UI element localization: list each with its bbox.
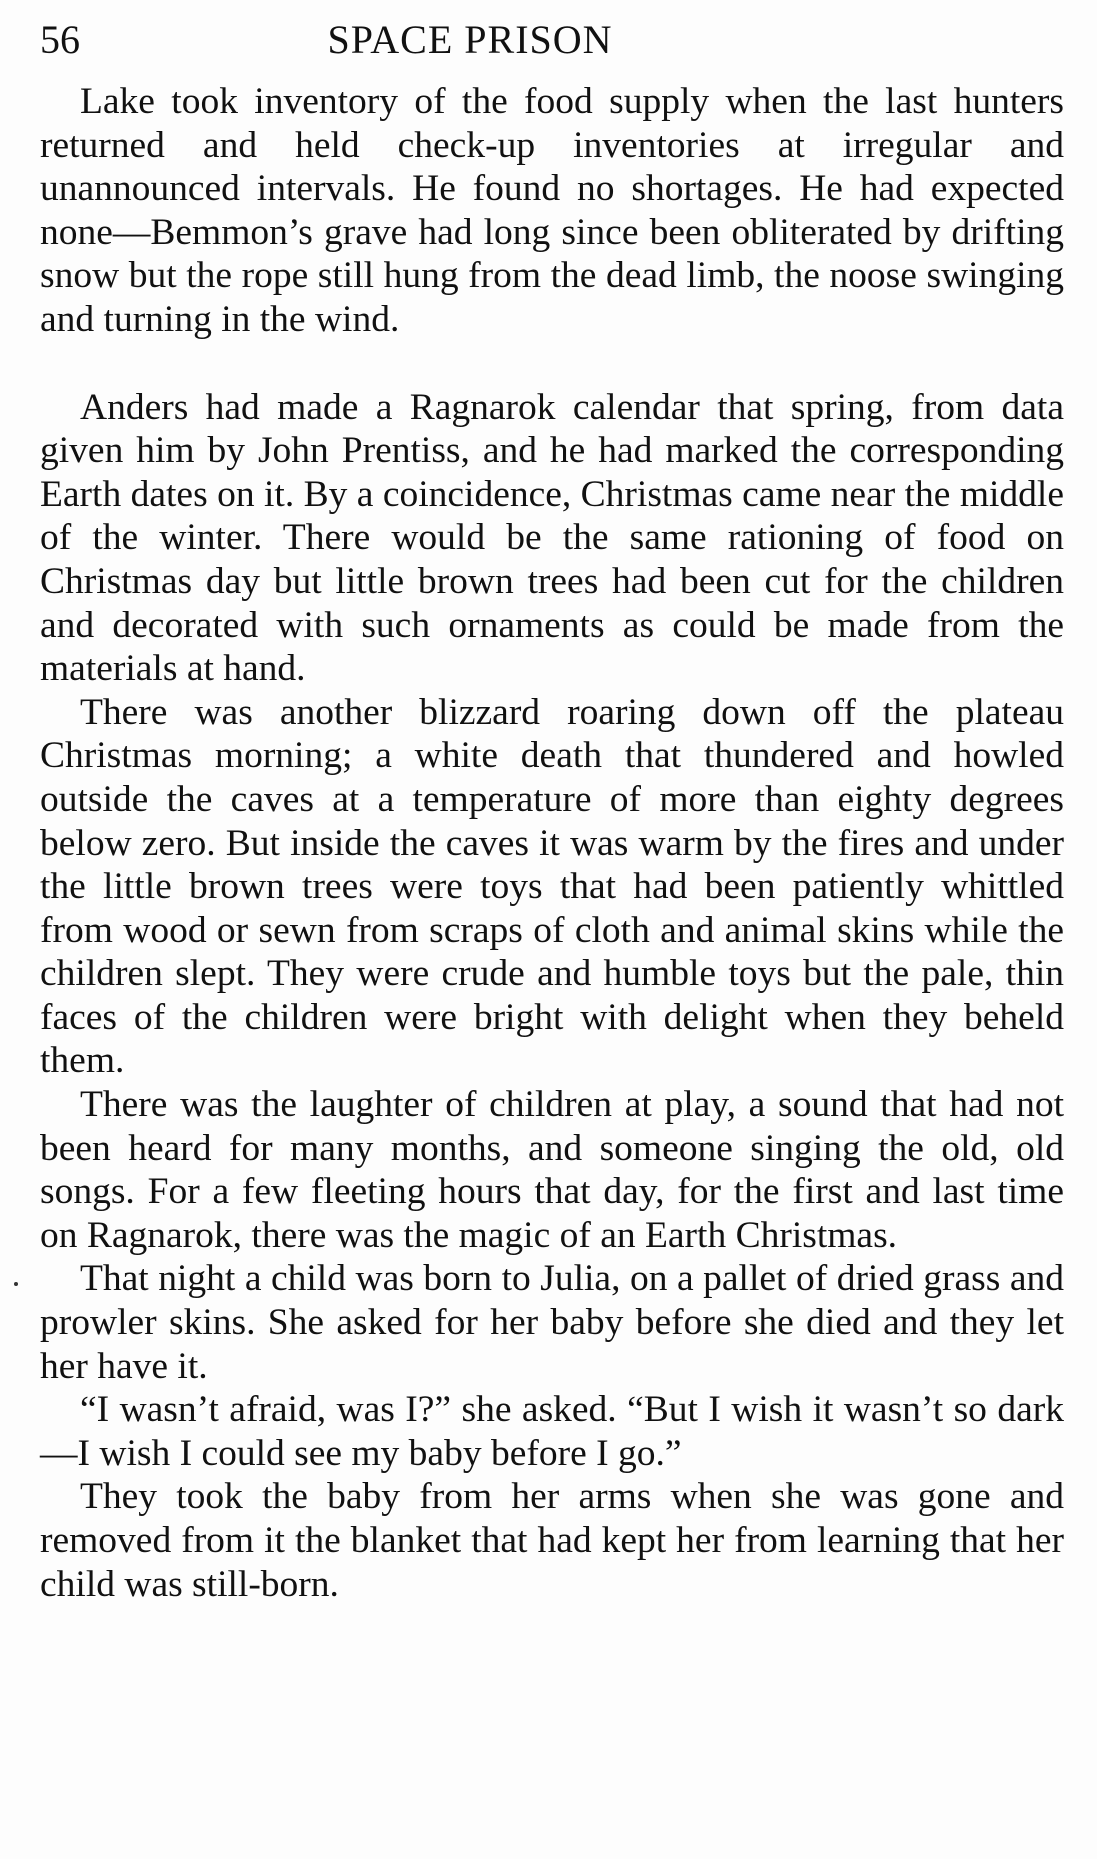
paragraph-inventory: Lake took inventory of the food supply when the last hunters returned and held check-up inventories at irregular and unannounced intervals. He found no shortages. He had expected none—Bemmon’s grave had long since been obliterated by drifting snow but the rope still hung from the dead limb, the noose swinging and turning in the wind. [40,81,1064,340]
paragraph-calendar: Anders had made a Ragnarok calendar that spring, from data given him by John Prentiss, and he had marked the corresponding Earth dates on it. By a coincidence, Christmas came near the middle of the winter. There would be the same rationing of food on Christmas day but little brown trees had been cut for the children and decorated with such ornaments as could be made from the materials at hand. [40,386,1064,690]
paragraph-still-born: They took the baby from her arms when she was gone and removed from it the blanket that had kept her from learning that her child was still-born. [40,1476,1064,1605]
paragraph-julia-birth: That night a child was born to Julia, on a pallet of dried grass and prowler skins. She asked for her baby before she died and they let her have it. [40,1258,1064,1387]
running-title: SPACE PRISON [327,17,613,62]
paragraph-julia-quote: “I wasn’t afraid, was I?” she asked. “But I wish it wasn’t so dark—I wish I could see my baby before I go.” [40,1389,1064,1474]
print-speck [14,1282,18,1286]
text-body [40,80,1064,1606]
paragraph-blizzard: There was another blizzard roaring down off the plateau Christmas morning; a white death that thundered and howled outside the caves at a temperature of more than eighty degrees below zero. But inside the caves it was warm by the fires and under the little brown trees were toys that had been patiently whittled from wood or sewn from scraps of cloth and animal skins while the children slept. They were crude and humble toys but the pale, thin faces of the children were bright with delight when they beheld them. [40,691,1064,1082]
running-head [40,14,1060,66]
page-number: 56 [40,17,80,62]
paragraph-laughter: There was the laughter of children at play, a sound that had not been heard for many months, and someone singing the old, old songs. For a few fleeting hours that day, for the first and last time on Ragnarok, there was the magic of an Earth Christmas. [40,1084,1064,1256]
